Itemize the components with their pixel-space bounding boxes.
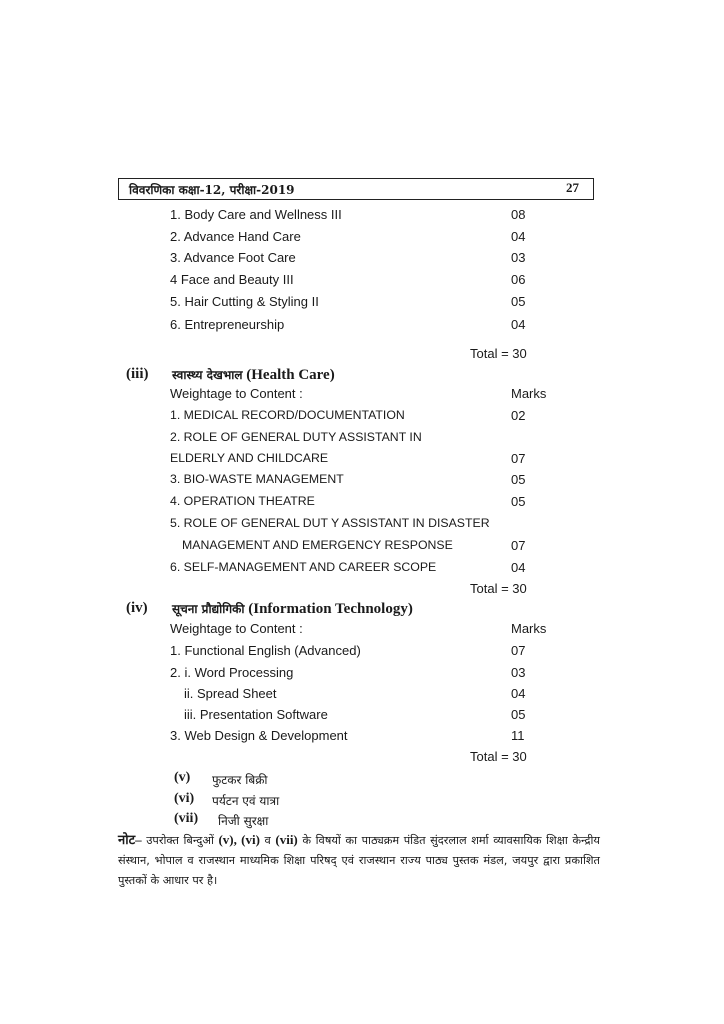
marks-value: 08	[511, 207, 526, 222]
section-total: Total = 30	[470, 749, 527, 764]
marks-value: 03	[511, 665, 526, 680]
marks-value: 07	[511, 451, 526, 466]
note-reference: (v), (vi)	[218, 832, 260, 847]
section-total: Total = 30	[470, 346, 527, 361]
note-label: नोट–	[118, 832, 142, 847]
marks-value: 05	[511, 707, 526, 722]
list-item: 2. ROLE OF GENERAL DUTY ASSISTANT IN	[170, 430, 422, 444]
marks-header: Marks	[511, 386, 547, 401]
list-item: 3. Web Design & Development	[170, 728, 348, 743]
section-title-english: (Information Technology)	[248, 601, 413, 617]
section-title	[172, 366, 335, 384]
marks-value: 05	[511, 494, 526, 509]
marks-header: Marks	[511, 621, 547, 636]
list-item: MANAGEMENT AND EMERGENCY RESPONSE	[182, 538, 453, 552]
section-title-hindi: स्वास्थ्य देखभाल	[172, 368, 243, 382]
section-numeral: (iii)	[126, 366, 149, 382]
list-item: 6. SELF-MANAGEMENT AND CAREER SCOPE	[170, 560, 437, 574]
section-total: Total = 30	[470, 581, 527, 596]
section-title-english: (Health Care)	[246, 367, 335, 383]
section-numeral: (vii)	[174, 811, 199, 826]
marks-value: 06	[511, 272, 526, 287]
marks-value: 11	[511, 728, 525, 743]
marks-value: 04	[511, 560, 526, 575]
note-reference: (vii)	[275, 832, 298, 847]
subject-name: पर्यटन एवं यात्रा	[212, 794, 280, 808]
marks-value: 07	[511, 538, 526, 553]
running-header	[118, 178, 594, 200]
marks-value: 03	[511, 250, 526, 265]
section-numeral: (v)	[174, 770, 191, 785]
list-item: 1. MEDICAL RECORD/DOCUMENTATION	[170, 408, 405, 422]
section-title	[172, 600, 413, 618]
weightage-label: Weightage to Content :	[170, 386, 303, 401]
note-text: उपरोक्त बिन्दुओं	[141, 834, 219, 847]
list-item: 3. Advance Foot Care	[170, 250, 296, 265]
marks-value: 05	[511, 472, 526, 487]
marks-value: 02	[511, 408, 526, 423]
header-title: विवरणिका कक्षा-12, परीक्षा-2019	[129, 183, 295, 197]
marks-value: 07	[511, 643, 526, 658]
weightage-label: Weightage to Content :	[170, 621, 303, 636]
page-number: 27	[566, 180, 579, 195]
list-item: 6. Entrepreneurship	[170, 317, 285, 332]
note-text: के विषयों का पाठ्यक्रम पंडित सुंदरलाल शर्मा व्यावसायिक शिक्षा केन्द्रीय संस्थान, भोपाल व राजस्थान माध्यमिक शिक्षा परिषद् एवं राजस्थान राज्य पाठ्य पुस्तक मंडल, जयपुर द्वारा प्रकाशित पुस्तकों के आधार पर है।	[118, 834, 600, 887]
footnote	[118, 830, 600, 891]
subject-name: फुटकर बिक्री	[212, 773, 268, 787]
list-item: iii. Presentation Software	[184, 707, 328, 722]
marks-value: 05	[511, 294, 526, 309]
list-item: 5. ROLE OF GENERAL DUT Y ASSISTANT IN DISASTER	[170, 516, 490, 530]
note-text: व	[259, 834, 276, 847]
section-numeral: (vi)	[174, 791, 195, 806]
section-title-hindi: सूचना प्रौद्योगिकी	[172, 602, 245, 616]
marks-value: 04	[511, 686, 526, 701]
list-item: 2. Advance Hand Care	[170, 229, 301, 244]
list-item: 5. Hair Cutting & Styling II	[170, 294, 319, 309]
list-item: 4 Face and Beauty III	[170, 272, 294, 287]
subject-name: निजी सुरक्षा	[218, 814, 269, 828]
list-item: ii. Spread Sheet	[184, 686, 277, 701]
list-item: 1. Functional English (Advanced)	[170, 643, 361, 658]
section-numeral: (iv)	[126, 600, 148, 616]
list-item: 4. OPERATION THEATRE	[170, 494, 315, 508]
marks-value: 04	[511, 229, 526, 244]
list-item: 1. Body Care and Wellness III	[170, 207, 342, 222]
list-item: 3. BIO-WASTE MANAGEMENT	[170, 472, 344, 486]
list-item: ELDERLY AND CHILDCARE	[170, 451, 329, 465]
list-item: 2. i. Word Processing	[170, 665, 294, 680]
marks-value: 04	[511, 317, 526, 332]
